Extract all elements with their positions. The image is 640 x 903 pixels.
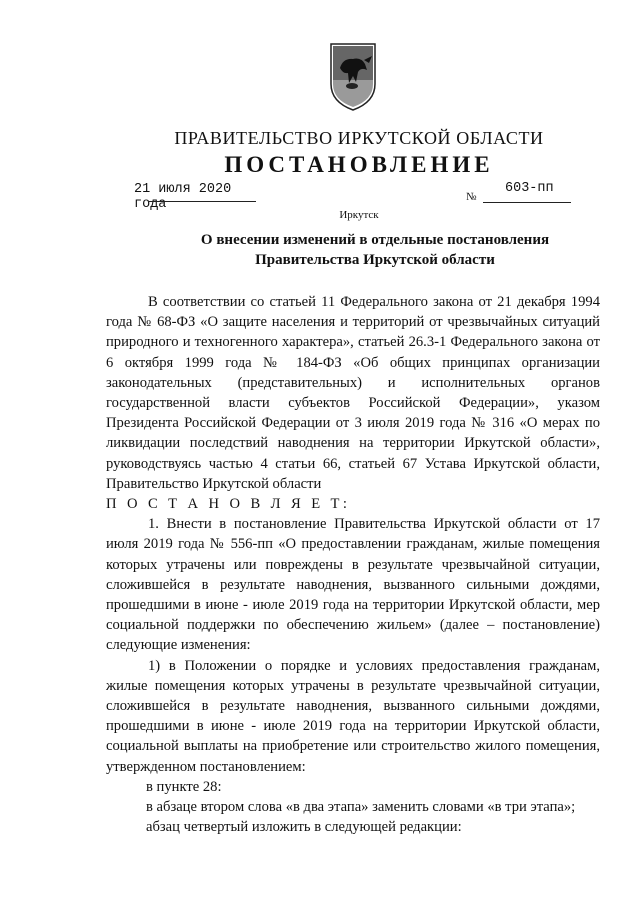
number-underline (483, 202, 571, 203)
date-underline (148, 201, 256, 202)
preamble-paragraph: В соответствии со статьей 11 Федерального закона от 21 декабря 1994 года № 68-ФЗ «О защите населения и территорий от чрезвычайных ситуаций природного и техногенного характера», статьей 26.3-1 Федерального закона от 6 октября 1999 года № 184-ФЗ «Об общих принципах организации законодательных (представительных) и исполнительных органов государственной власти субъектов Российской Федерации», указом Президента Российской Федерации от 3 июля 2019 года № 316 «О мерах по ликвидации последствий наводнения на территории Иркутской области», руководствуясь частью 4 статьи 66, статьей 67 Устава Иркутской области, Правительство Иркутской области (106, 294, 600, 492)
paragraph-2-change: в абзаце втором слова «в два этапа» заменить словами «в три этапа»; (146, 799, 576, 816)
city-label: Иркутск (339, 209, 379, 221)
item-1-1-paragraph: 1) в Положении о порядке и условиях предоставления гражданам, жилые помещения которых утрачены в результате чрезвычайной ситуации, сложившейся в результате наводнения, вызванного сильными дождями, прошедшими в июне - июле 2019 года на территории Иркутской области, социальной выплаты на приобретение или строительство жилого помещения, утвержденном постановлением: (106, 657, 600, 775)
paragraph-4-change: абзац четвертый изложить в следующей редакции: (146, 819, 462, 836)
point-28-paragraph: в пункте 28: (146, 778, 222, 795)
document-type-title: ПОСТАНОВЛЕНИЕ (224, 152, 494, 177)
government-title: ПРАВИТЕЛЬСТВО ИРКУТСКОЙ ОБЛАСТИ (174, 128, 544, 148)
number-sign: № (466, 191, 477, 203)
item-1-paragraph: 1. Внести в постановление Правительства Иркутской области от 17 июля 2019 года № 556-пп «О предоставлении гражданам, жилые помещения которых утрачены или повреждены в результате чрезвычайной ситуации, сложившейся в результате наводнения, вызванного сильными дождями, прошедшими в июне - июле 2019 года на территории Иркутской области, мер социальной поддержки по обеспечению жильем» (далее – постановление) следующие изменения: (106, 516, 600, 654)
coat-of-arms-emblem (327, 40, 379, 112)
document-date: 21 июля 2020 года (134, 182, 232, 212)
resolves-heading: П О С Т А Н О В Л Я Е Т: (106, 496, 351, 513)
document-number: 603-пп (505, 181, 554, 196)
document-subject (150, 230, 600, 270)
subject-line-1: О внесении изменений в отдельные постановления (200, 232, 550, 248)
subject-line-2: Правительства Иркутской области (255, 252, 495, 268)
document-body (106, 292, 600, 837)
